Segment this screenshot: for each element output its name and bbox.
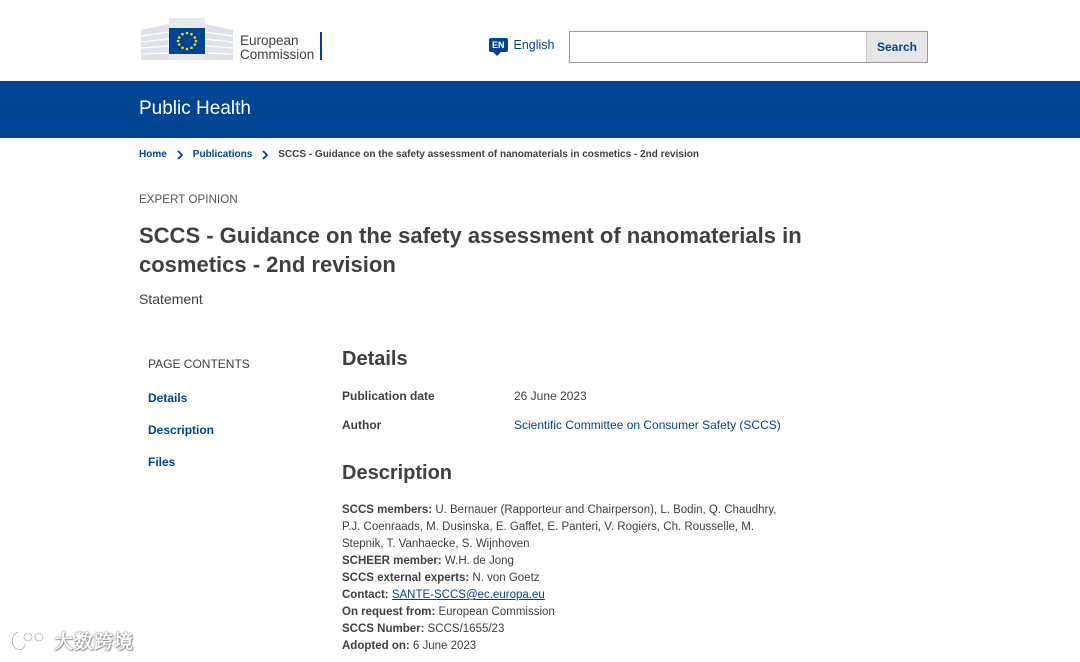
on-request-from: [342, 604, 782, 621]
logo-line-1: European: [240, 33, 299, 48]
toc-item-description[interactable]: Description: [148, 423, 215, 437]
page-type: EXPERT OPINION: [139, 194, 238, 206]
adopted-on: [342, 638, 782, 655]
watermark-text: 大数跨境: [54, 632, 135, 653]
sccs-members: [342, 502, 782, 553]
page-contents-title: PAGE CONTENTS: [148, 357, 250, 371]
scheer-member-label: SCHEER member:: [342, 555, 442, 567]
details-heading: Details: [342, 348, 408, 370]
chevron-right-icon: [174, 150, 186, 160]
watermark-logo-icon: [8, 628, 50, 654]
on-request-from-label: On request from:: [342, 606, 436, 618]
publication-date-label: Publication date: [342, 389, 435, 403]
eu-flag-icon: [139, 12, 235, 62]
logo-line-2: Commission: [240, 47, 315, 62]
breadcrumb-home[interactable]: Home: [139, 149, 167, 160]
logo-divider: [320, 32, 322, 60]
scheer-member-value: W.H. de Jong: [441, 555, 514, 567]
contact-email-link[interactable]: SANTE-SCCS@ec.europa.eu: [391, 589, 545, 601]
site-header: [0, 0, 1080, 81]
contact-label: Contact:: [342, 589, 389, 601]
scheer-member: [342, 553, 782, 570]
toc-item-details[interactable]: Details: [148, 391, 188, 405]
breadcrumb-publications[interactable]: Publications: [192, 149, 253, 160]
search-input[interactable]: [570, 32, 866, 62]
european-commission-logo[interactable]: [139, 12, 329, 62]
sccs-number: [342, 621, 782, 638]
search-button[interactable]: Search: [866, 32, 927, 62]
sccs-members-label: SCCS members:: [342, 504, 433, 516]
watermark: [8, 627, 134, 654]
external-experts-value: N. von Goetz: [469, 572, 540, 584]
description-body: [342, 502, 782, 655]
description-heading: Description: [342, 462, 453, 484]
external-experts: [342, 570, 782, 587]
on-request-from-value: European Commission: [435, 606, 555, 618]
sccs-number-label: SCCS Number:: [342, 623, 425, 635]
chevron-right-icon: [259, 150, 271, 160]
sccs-members-value: U. Bernauer (Rapporteur and Chairperson), L. Bodin, Q. Chaudhry, P.J. Coenraads, M. Dusinska, E. Gaffet, E. Panteri, V. Rogiers, Ch. Rousselle, M. Stepnik, T. Vanhaecke, S. Wijnhoven: [342, 504, 777, 550]
author-label: Author: [342, 418, 382, 432]
language-selector[interactable]: [489, 38, 555, 52]
adopted-on-label: Adopted on:: [342, 640, 410, 652]
external-experts-label: SCCS external experts:: [342, 572, 470, 584]
search-form: [569, 31, 928, 63]
page-title: SCCS - Guidance on the safety assessment of nanomaterials in cosmetics - 2nd revision: [139, 223, 802, 277]
toc-item-files[interactable]: Files: [148, 455, 176, 469]
author-link[interactable]: Scientific Committee on Consumer Safety (SCCS): [514, 418, 781, 432]
sccs-number-value: SCCS/1655/23: [424, 623, 505, 635]
publication-date-value: 26 June 2023: [514, 389, 587, 403]
adopted-on-value: 6 June 2023: [409, 640, 477, 652]
language-code-badge: EN: [489, 38, 508, 52]
author-value: [514, 418, 781, 432]
contact: [342, 587, 782, 604]
page-subtitle: Statement: [139, 291, 203, 307]
site-banner: [0, 81, 1080, 138]
site-name[interactable]: Public Health: [139, 98, 251, 119]
logo-text: [240, 34, 314, 62]
breadcrumb: [139, 149, 699, 160]
breadcrumb-current: SCCS - Guidance on the safety assessment of nanomaterials in cosmetics - 2nd revision: [278, 149, 699, 160]
language-label: English: [513, 38, 555, 52]
